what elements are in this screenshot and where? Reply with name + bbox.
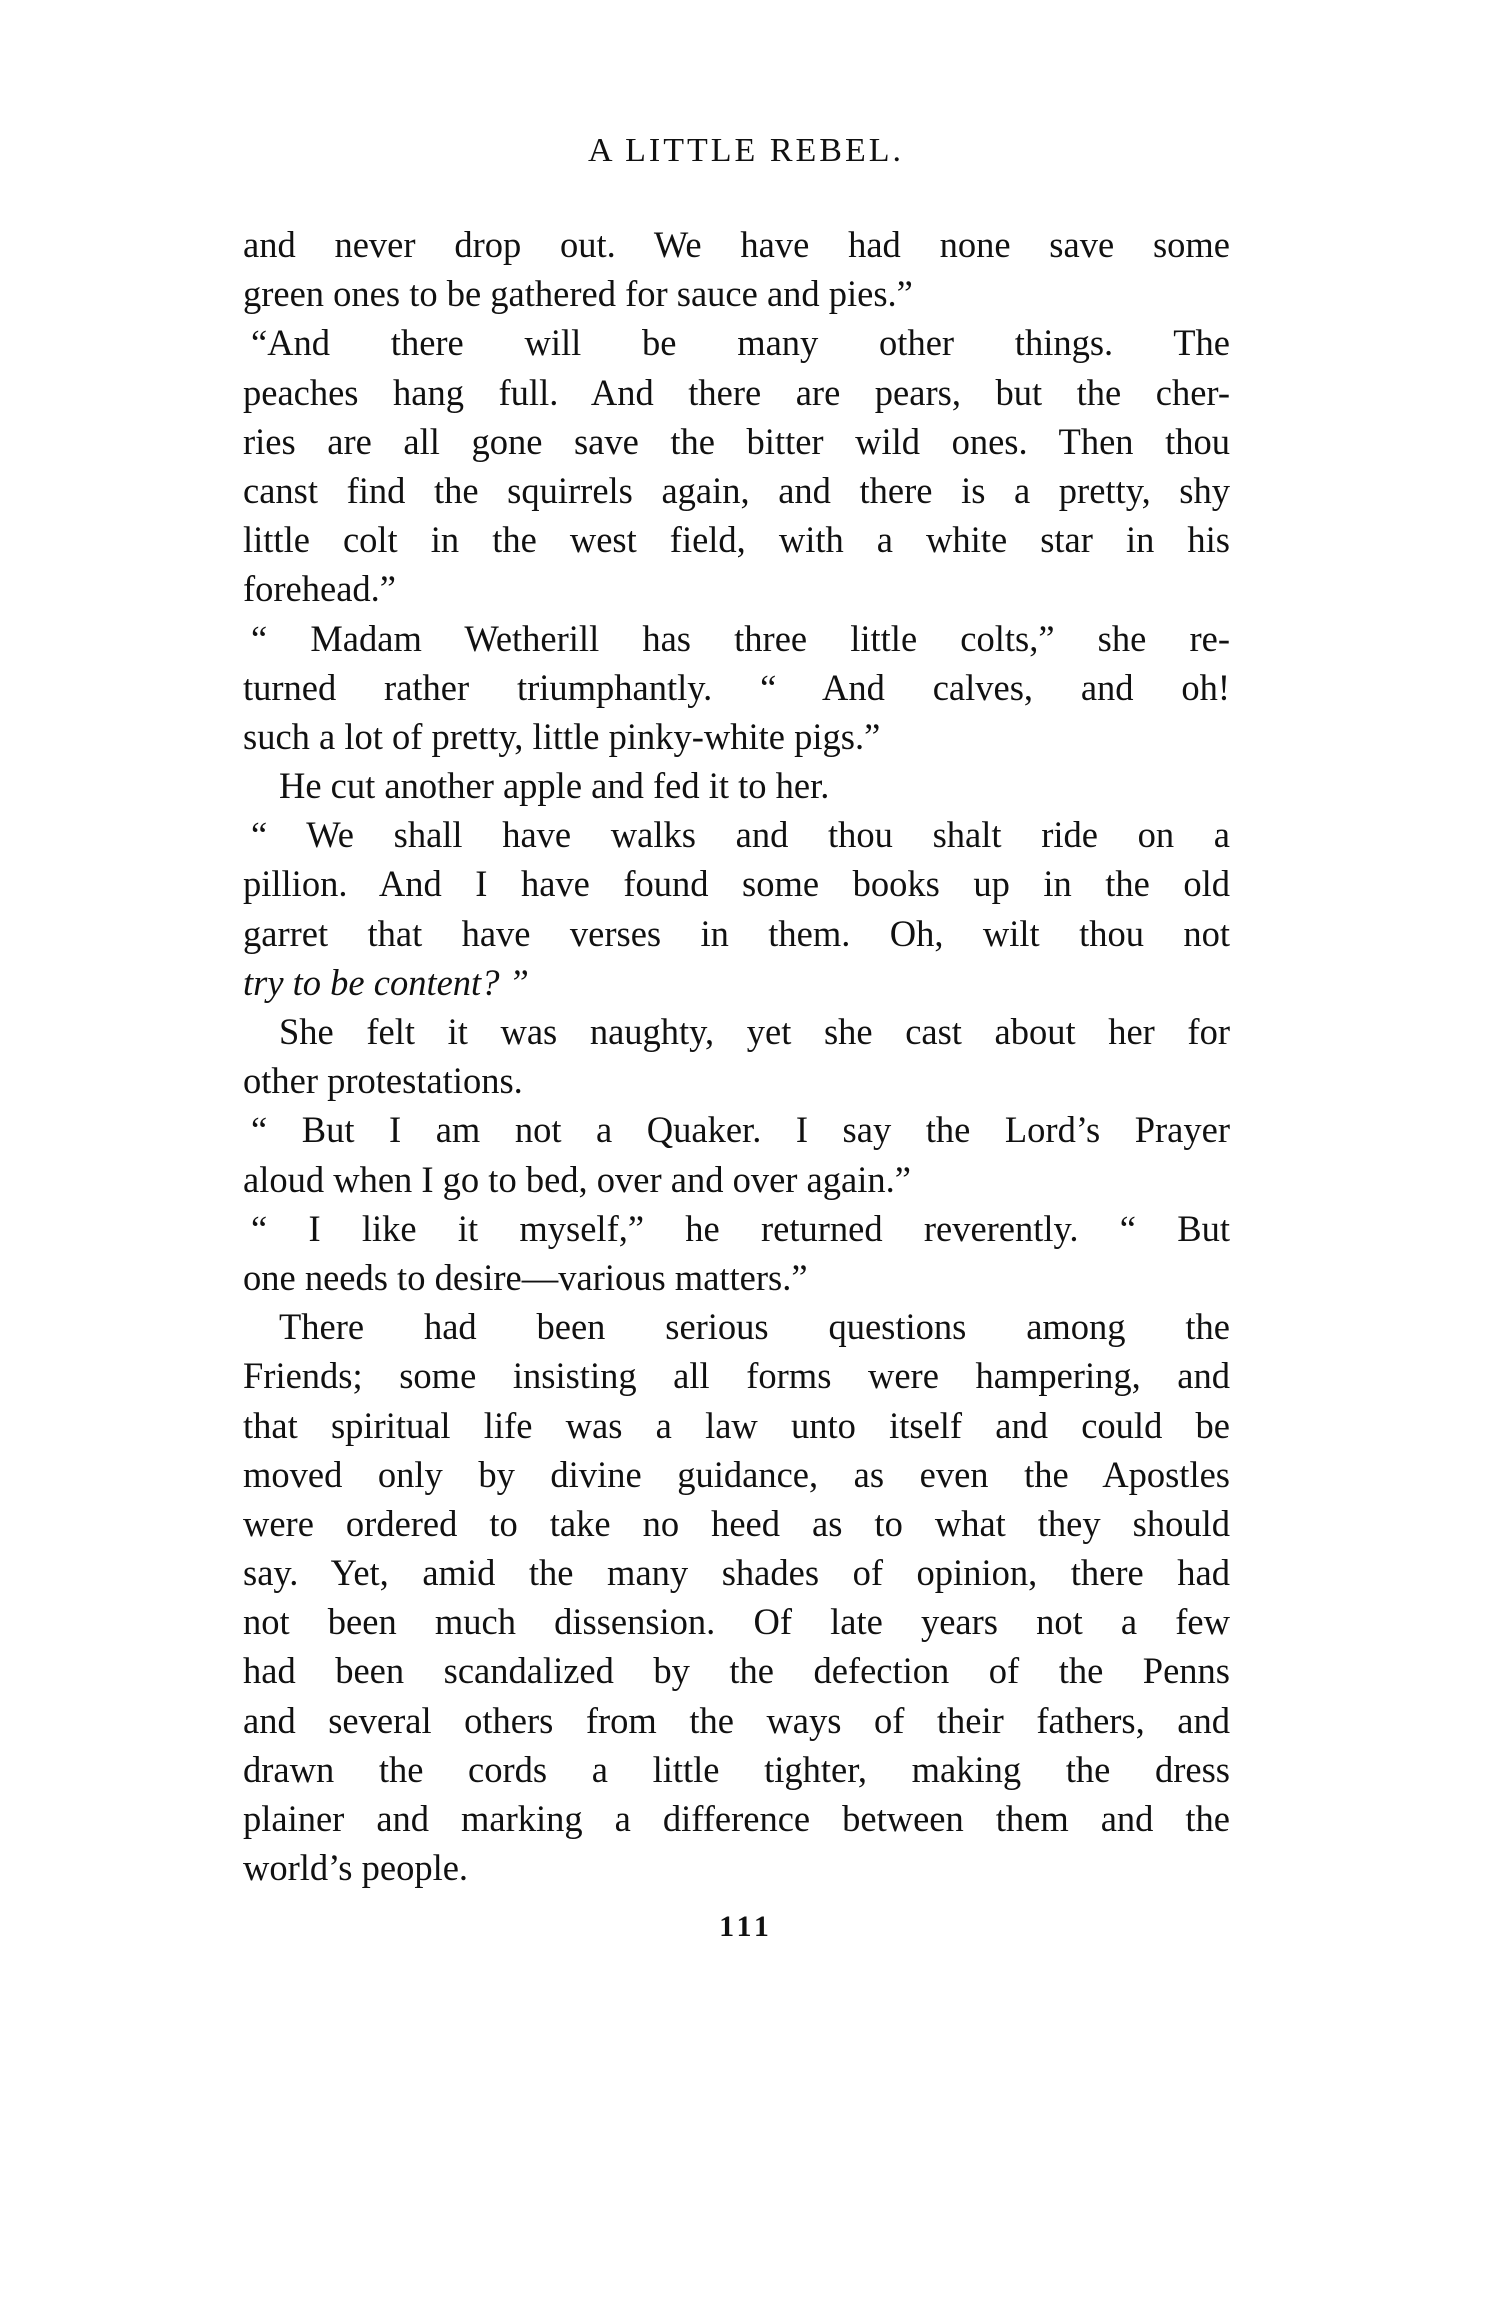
text-line: little colt in the west field, with a white star in his [243, 519, 1230, 561]
running-header: A LITTLE REBEL. [587, 132, 904, 169]
text-line: There had been serious questions among the [279, 1306, 1230, 1348]
text-line: pillion. And I have found some books up in the old [243, 863, 1230, 905]
text-line: peaches hang full. And there are pears, but the cher- [243, 371, 1230, 413]
text-line: He cut another apple and fed it to her. [279, 765, 830, 807]
text-line: that spiritual life was a law unto itself and could be [243, 1404, 1230, 1446]
text-line: moved only by divine guidance, as even the Apostles [243, 1453, 1230, 1495]
text-line: Friends; some insisting all forms were hampering, and [243, 1355, 1230, 1397]
page-number: 111 [719, 1910, 773, 1943]
text-line: had been scandalized by the defection of the Penns [243, 1650, 1230, 1692]
text-line: canst find the squirrels again, and there is a pretty, shy [243, 469, 1230, 511]
text-line: green ones to be gathered for sauce and pies.” [243, 273, 913, 315]
text-line: “ I like it myself,” he returned reverently. “ But [251, 1207, 1230, 1249]
text-line: one needs to desire—various matters.” [243, 1256, 808, 1298]
text-line: She felt it was naughty, yet she cast about her for [279, 1011, 1230, 1052]
text-line: “ We shall have walks and thou shalt ride on a [251, 814, 1230, 856]
text-line: not been much dissension. Of late years not a few [243, 1601, 1230, 1643]
text-line: and several others from the ways of their fathers, and [243, 1699, 1230, 1741]
text-line: world’s people. [243, 1847, 469, 1889]
text-line: such a lot of pretty, little pinky-white pigs.” [243, 715, 881, 757]
text-line: aloud when I go to bed, over and over again.” [243, 1158, 911, 1200]
body-text [243, 220, 1230, 1892]
text-line: turned rather triumphantly. “ And calves, and oh! [243, 666, 1230, 708]
text-line: plainer and marking a difference between them and the [243, 1798, 1230, 1839]
text-line: drawn the cords a little tighter, making the dress [243, 1748, 1230, 1790]
text-line: “And there will be many other things. The [251, 322, 1230, 364]
text-line: “ But I am not a Quaker. I say the Lord’s Prayer [251, 1109, 1230, 1151]
text-line: “ Madam Wetherill has three little colts,” she re- [251, 617, 1230, 659]
text-line: ries are all gone save the bitter wild ones. Then thou [243, 420, 1230, 462]
text-line: were ordered to take no heed as to what they should [243, 1502, 1230, 1544]
text-line: and never drop out. We have had none save some [243, 224, 1230, 265]
text-line: other protestations. [243, 1060, 523, 1102]
text-line: say. Yet, amid the many shades of opinion, there had [243, 1552, 1230, 1594]
text-line: try to be content? ” [243, 961, 529, 1003]
text-line: garret that have verses in them. Oh, wilt thou not [243, 912, 1230, 954]
text-line: forehead.” [243, 568, 396, 610]
